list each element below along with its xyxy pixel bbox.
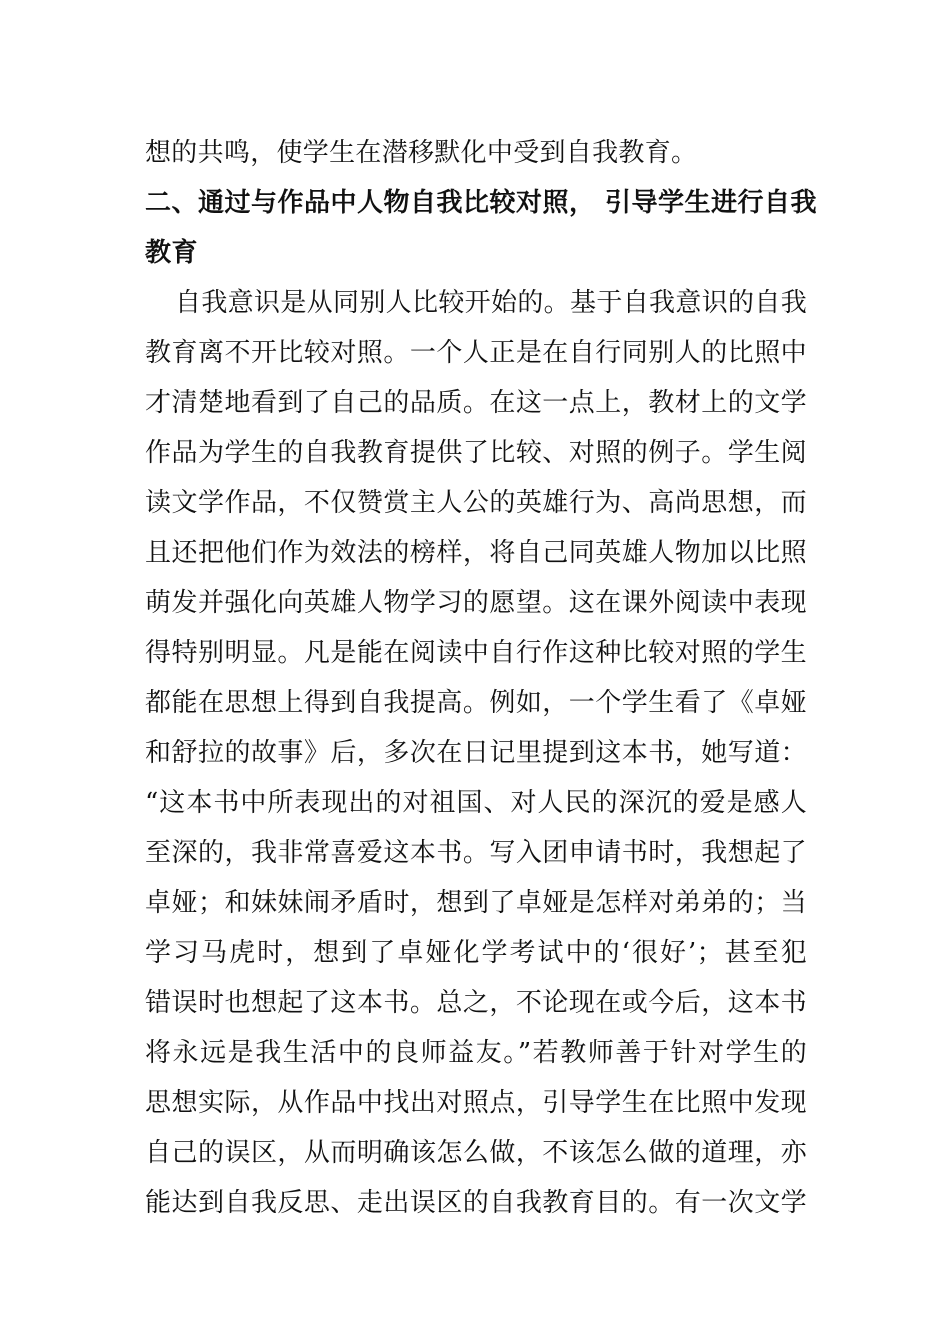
body-line: 将永远是我生活中的良师益友。”若教师善于针对学生的 [145,1038,807,1068]
body-line: 萌发并强化向英雄人物学习的愿望。这在课外阅读中表现 [145,588,807,618]
body-line: 和舒拉的故事》后，多次在日记里提到这本书，她写道： [145,738,807,768]
body-line: 自己的误区，从而明确该怎么做，不该怎么做的道理，亦 [145,1138,807,1168]
paragraph-first-line: 自我意识是从同别人比较开始的。基于自我意识的自我 [175,288,807,318]
body-line: 错误时也想起了这本书。总之，不论现在或今后，这本书 [145,988,807,1018]
section-heading: 二、通过与作品中人物自我比较对照， 引导学生进行自我 [145,188,818,218]
body-line: “这本书中所表现出的对祖国、对人民的深沉的爱是感人 [145,788,807,818]
body-line: 且还把他们作为效法的榜样，将自己同英雄人物加以比照 [145,538,807,568]
body-line: 卓娅；和妹妹闹矛盾时，想到了卓娅是怎样对弟弟的；当 [145,888,807,918]
section-heading-continued: 教育 [145,238,199,268]
body-line: 都能在思想上得到自我提高。例如，一个学生看了《卓娅 [145,688,807,718]
body-line: 想的共鸣，使学生在潜移默化中受到自我教育。 [145,138,698,168]
body-line: 作品为学生的自我教育提供了比较、对照的例子。学生阅 [145,438,807,468]
body-line: 至深的，我非常喜爱这本书。写入团申请书时，我想起了 [145,838,807,868]
body-line: 教育离不开比较对照。一个人正是在自行同别人的比照中 [145,338,807,368]
document-page [145,128,818,1228]
body-line: 学习马虎时，想到了卓娅化学考试中的‘很好’；甚至犯 [145,938,807,968]
body-line: 得特别明显。凡是能在阅读中自行作这种比较对照的学生 [145,638,807,668]
body-line: 能达到自我反思、走出误区的自我教育目的。有一次文学 [145,1188,807,1218]
body-line: 思想实际，从作品中找出对照点，引导学生在比照中发现 [145,1088,807,1118]
body-line: 才清楚地看到了自己的品质。在这一点上，教材上的文学 [145,388,807,418]
body-line: 读文学作品，不仅赞赏主人公的英雄行为、高尚思想，而 [145,488,807,518]
